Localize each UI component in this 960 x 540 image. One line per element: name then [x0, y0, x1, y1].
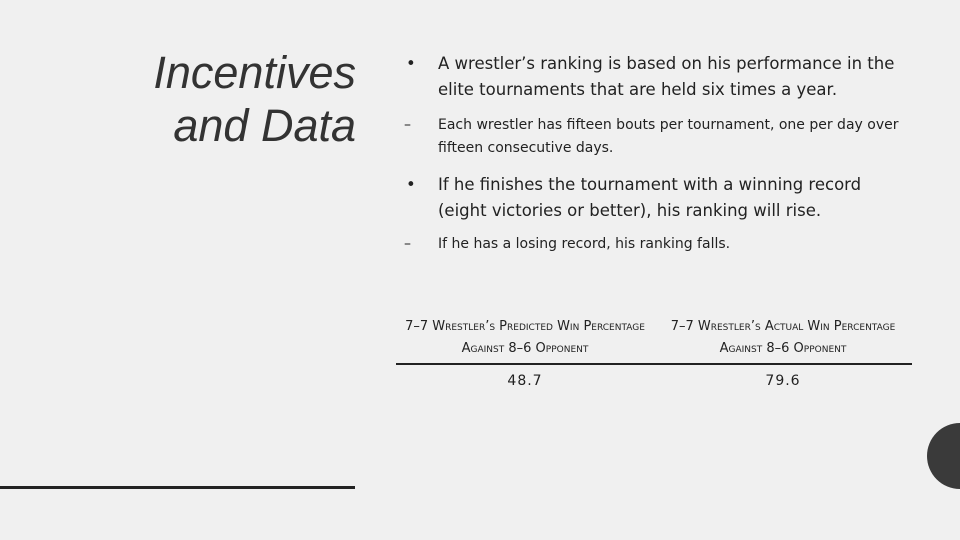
slide-title-line-2: and Data — [173, 100, 356, 151]
sub-bullet-marker: – — [404, 236, 411, 252]
table-cell-actual: 79.6 — [765, 373, 801, 389]
bullet-marker: • — [406, 175, 416, 194]
bullet-item — [404, 51, 904, 103]
sub-bullet-item — [404, 233, 904, 256]
decorative-rule — [0, 486, 355, 489]
bullet-text: A wrestler’s ranking is based on his performance in the elite tournaments that are held six times a year. — [438, 54, 895, 99]
table-cell-predicted: 48.7 — [507, 373, 543, 389]
bullet-marker: • — [406, 54, 416, 73]
bullet-item — [404, 172, 904, 224]
sub-bullet-text: Each wrestler has fifteen bouts per tournament, one per day over fifteen consecutive days. — [438, 117, 899, 156]
table-row — [396, 364, 912, 390]
table-header-row — [396, 313, 912, 364]
sub-bullet-item — [404, 114, 904, 160]
table-header-predicted: 7–7 Wrestler’s Predicted Win Percentage Against 8–6 Opponent — [396, 313, 654, 364]
bullet-text: If he finishes the tournament with a winning record (eight victories or better), his ranking will rise. — [438, 175, 862, 220]
slide-title-line-1: Incentives — [153, 47, 356, 98]
sub-bullet-marker: – — [404, 117, 411, 133]
data-table — [396, 313, 912, 390]
slide-title — [60, 46, 356, 152]
sub-bullet-text: If he has a losing record, his ranking falls. — [438, 236, 731, 252]
decorative-circle — [927, 423, 960, 489]
table-header-actual: 7–7 Wrestler’s Actual Win Percentage Against 8–6 Opponent — [654, 313, 912, 364]
